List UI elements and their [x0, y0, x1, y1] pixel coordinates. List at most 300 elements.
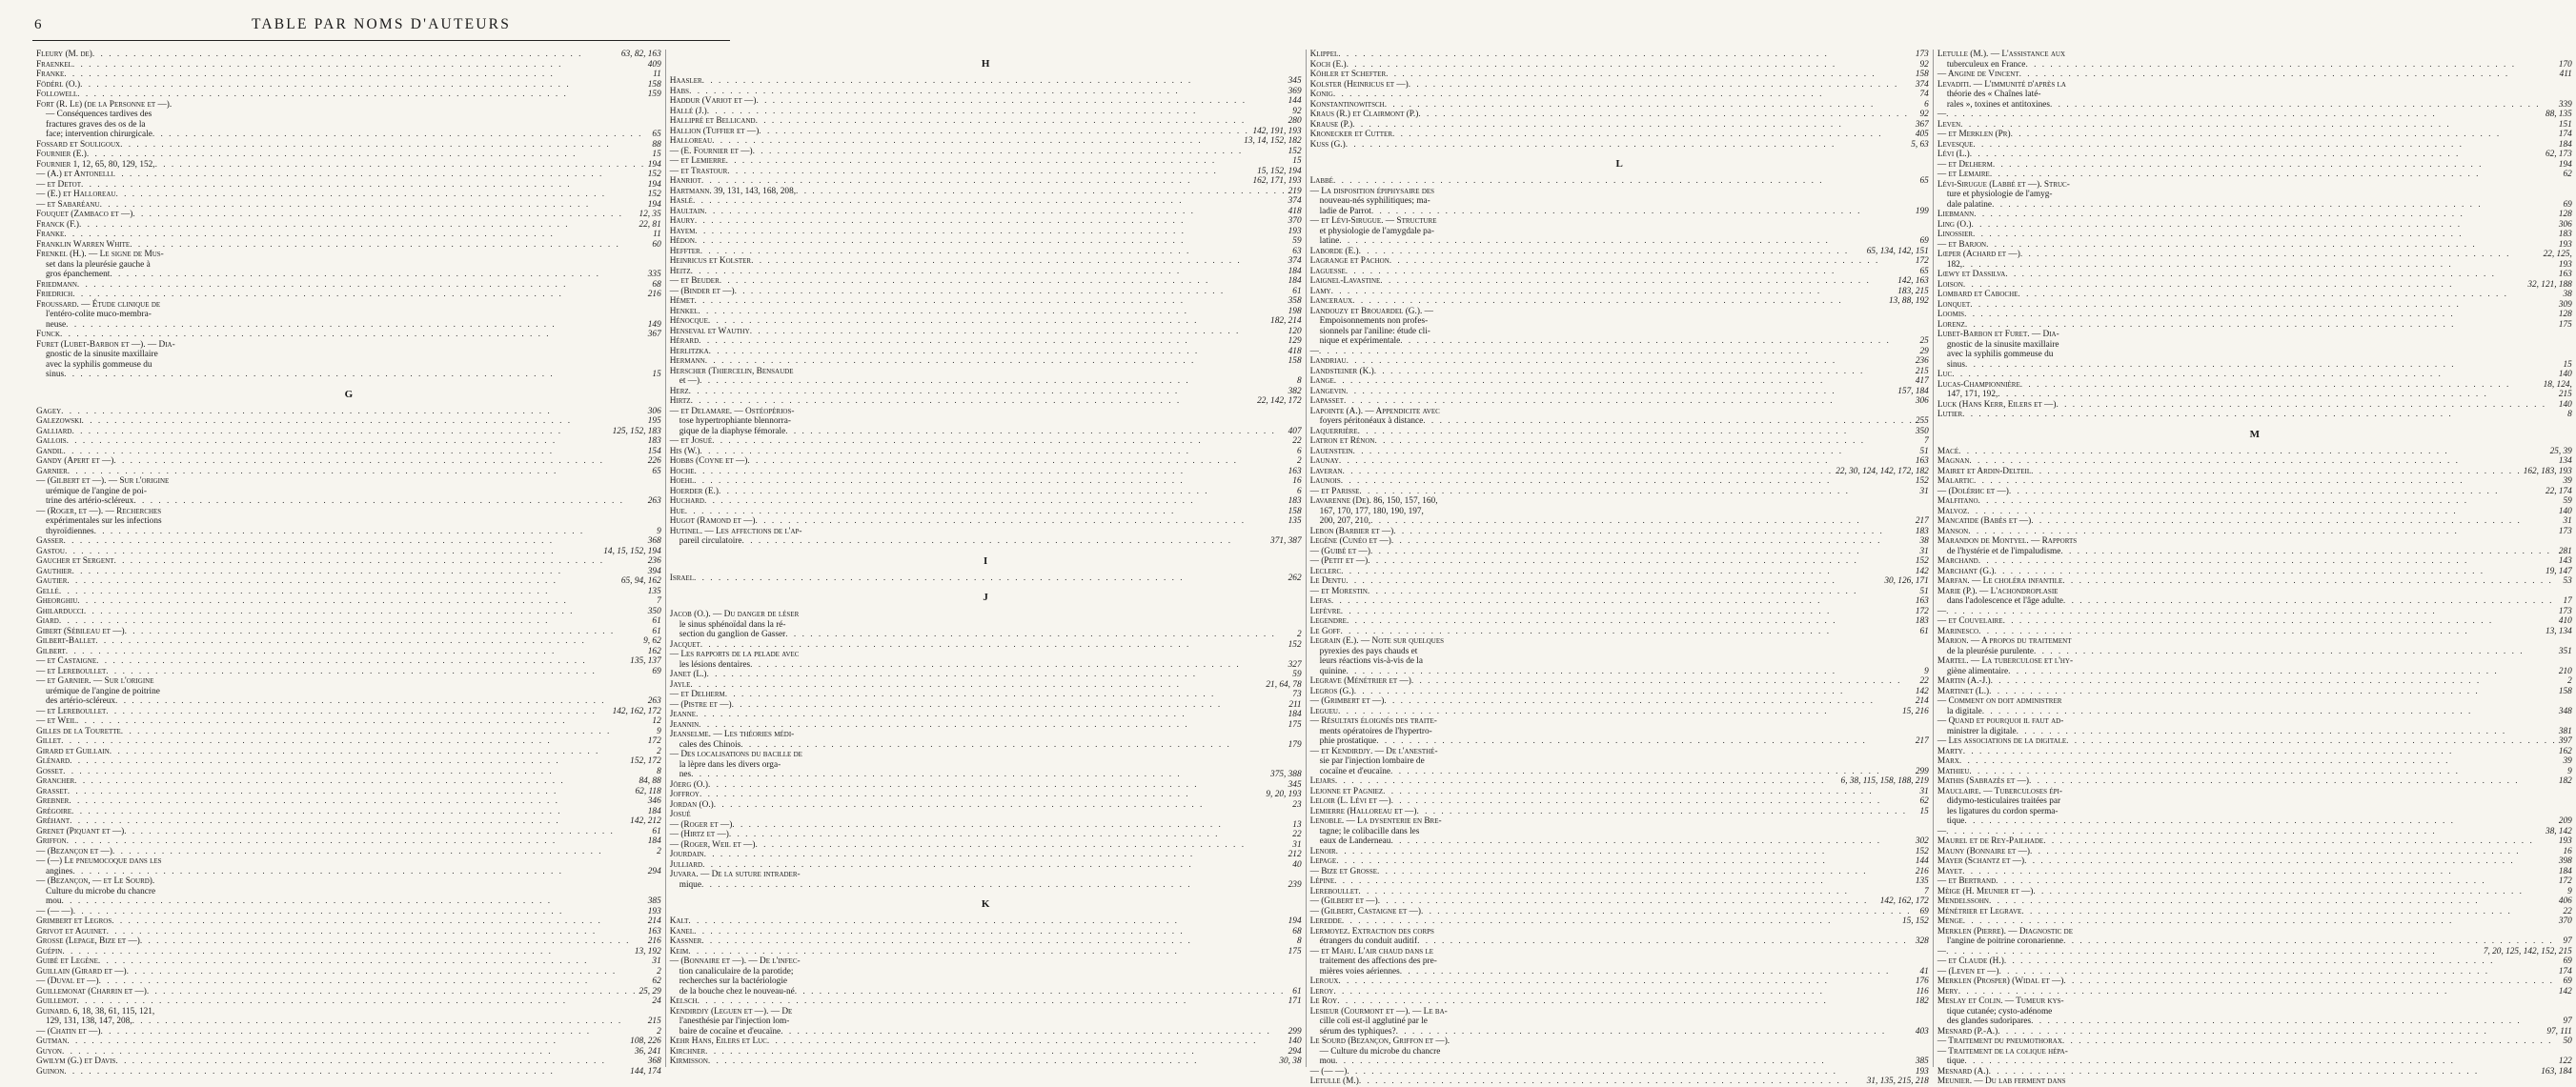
page-references: 193: [2558, 836, 2572, 846]
index-entry-continuation: [1310, 836, 1929, 847]
entry-text: mou: [1319, 1057, 1336, 1066]
entry-text: Guibé et Legène: [36, 956, 98, 966]
entry-text: Kirchner: [669, 1046, 706, 1057]
leader-dots: [1374, 367, 1914, 377]
index-entry: [670, 574, 1302, 584]
entry-text: Heffter: [669, 246, 700, 256]
leader-dots: [155, 160, 646, 171]
entry-text: — (Roger, Weil et —): [669, 839, 756, 850]
leader-dots: [1391, 796, 1918, 807]
page-references: 128: [2558, 310, 2572, 319]
page-references: 13, 88, 192: [1888, 296, 1929, 306]
index-entry: [1937, 487, 2572, 497]
leader-dots: [705, 356, 1287, 367]
index-entry: [1310, 1077, 1929, 1087]
page-references: 172: [2558, 876, 2572, 886]
index-entry: [36, 416, 661, 427]
page-references: 367: [647, 330, 661, 339]
page-references: 61: [652, 826, 661, 836]
index-entry: [1937, 1047, 2572, 1057]
index-entry: [36, 436, 661, 447]
page-references: 73: [1292, 690, 1302, 699]
leader-dots: [2063, 976, 2561, 987]
entry-text: Macé: [1937, 446, 1959, 456]
index-entry: [1937, 896, 2572, 907]
index-entry: [1937, 607, 2572, 617]
entry-text: Linossier: [1937, 230, 1974, 239]
index-entry: [1937, 967, 2572, 977]
entry-text: — et Trastour: [669, 166, 728, 176]
index-entry: [1937, 410, 2572, 420]
page-references: 97: [2563, 1017, 2572, 1026]
entry-text: Luck (Hans Kerr, Eilers et —): [1937, 399, 2057, 410]
leader-dots: [781, 1027, 1286, 1037]
entry-text: Landsteiner (K.): [1309, 366, 1374, 376]
index-entry: [36, 330, 661, 340]
entry-text: — Traitement de la colique hépa-: [1937, 1046, 2068, 1057]
leader-dots: [1967, 507, 2557, 517]
page-references: 7: [657, 596, 661, 606]
entry-text: Hutinel. — Les affections de l'ap-: [669, 526, 802, 536]
index-entry: [1310, 856, 1929, 867]
entry-text: — et Mahu. L'air chaud dans le: [1309, 946, 1434, 956]
leader-dots: [113, 456, 645, 467]
entry-text: Lœwy et Dassilva: [1937, 270, 2006, 279]
index-entry: [1937, 827, 2572, 837]
entry-text: Huchard: [669, 496, 704, 506]
index-entry: [1937, 676, 2572, 687]
index-entry-continuation: [1310, 827, 1929, 837]
entry-text: Garnier: [36, 466, 68, 476]
leader-dots: [708, 316, 1268, 327]
entry-text: — (Roger et —): [669, 819, 733, 830]
entry-text: Lonquet: [1937, 299, 1971, 310]
index-entry: [1310, 707, 1929, 717]
index-entry: [1310, 120, 1929, 131]
entry-text: — et Parisse: [1309, 486, 1360, 496]
entry-text: — et Delamare. — Ostéopérios-: [669, 406, 795, 416]
page-references: 92: [1919, 59, 1929, 70]
page-references: 39: [2563, 476, 2572, 486]
index-entry: [36, 70, 661, 80]
index-entry: [670, 870, 1302, 880]
page-references: 350: [1915, 426, 1929, 436]
entry-text: Malvoz: [1937, 506, 1968, 516]
entry-text: set dans la pleurésie gauche à: [46, 259, 151, 270]
index-entry-continuation: [670, 376, 1302, 387]
entry-text: — (Gilbert et —). — Sur l'origine: [36, 476, 170, 486]
page-references: 215: [1915, 366, 1929, 376]
entry-text: Hugot (Ramond et —): [669, 516, 756, 526]
entry-text: 167, 170, 177, 180, 190, 197,: [1319, 506, 1424, 516]
leader-dots: [1946, 607, 2557, 617]
page-references: 59: [2563, 496, 2572, 506]
index-entry: [36, 536, 661, 547]
entry-text: — (E.) et Halloreau: [36, 190, 116, 199]
index-entry-continuation: [1937, 807, 2572, 817]
page-references: 31: [1919, 486, 1929, 496]
index-entry: [1310, 50, 1929, 60]
index-entry: [670, 187, 1302, 197]
leader-dots: [1973, 230, 2557, 240]
leader-dots: [1963, 280, 2525, 291]
leader-dots: [719, 487, 1295, 497]
index-entry: [1937, 636, 2572, 647]
index-entry: [1310, 796, 1929, 807]
index-entry: [36, 856, 661, 867]
entry-text: — Des localisations du bacille de: [669, 750, 802, 759]
entry-text: — (— —): [1309, 1066, 1348, 1077]
index-entry: [670, 690, 1302, 700]
page-references: 280: [1288, 116, 1302, 126]
page-references: 30, 38: [1279, 1057, 1302, 1066]
page-references: 348: [2558, 706, 2572, 716]
index-entry: [1310, 587, 1929, 597]
entry-text: — Comment on doit administrer: [1937, 696, 2062, 706]
entry-text: Le Goff: [1309, 626, 1341, 636]
index-entry: [1310, 607, 1929, 617]
entry-text: Gilbert: [36, 646, 66, 656]
page-references: 179: [1288, 739, 1302, 750]
leader-dots: [71, 807, 646, 817]
entry-text: Langevin: [1309, 386, 1347, 396]
entry-text: Guillain (Girard et —): [36, 966, 127, 976]
leader-dots: [1964, 1057, 2556, 1067]
entry-text: Gwilym (G.) et Davis: [36, 1057, 116, 1066]
entry-text: Jayle: [669, 679, 691, 690]
page-references: 163: [1915, 596, 1929, 606]
entry-text: — et Morestin: [1309, 586, 1368, 596]
entry-text: Marinesco: [1937, 626, 1979, 636]
index-entry: [1310, 110, 1929, 120]
page-references: 31: [1919, 786, 1929, 796]
entry-text: — (Bonnaire et —). — De l'infec-: [669, 956, 801, 966]
entry-text: — et Delherm: [1937, 159, 1993, 170]
index-entry: [36, 587, 661, 597]
page-references: 9, 20, 193: [1266, 790, 1302, 799]
index-entry: [670, 820, 1302, 831]
leader-dots: [2009, 487, 2544, 497]
index-entry: [1310, 907, 1929, 917]
entry-text: Gosset: [36, 766, 64, 776]
entry-text: gique de la diaphyse fémorale: [679, 426, 786, 436]
entry-text: Grimbert et Legros: [36, 916, 112, 926]
leader-dots: [1340, 627, 1917, 637]
index-entry: [670, 916, 1302, 927]
leader-dots: [1352, 296, 1887, 307]
page-references: 394: [647, 566, 661, 576]
index-entry-continuation: [36, 1017, 661, 1027]
entry-text: Köhler et Schefter: [1309, 70, 1387, 79]
leader-dots: [1962, 260, 2557, 271]
leader-dots: [1973, 140, 2556, 151]
page-references: 374: [1915, 79, 1929, 90]
index-entry: [36, 936, 661, 947]
entry-text: — Angine de Vincent: [1937, 70, 2019, 79]
entry-text: Landriau: [1309, 356, 1347, 366]
entry-text: Gaucher et Sergent: [36, 556, 114, 566]
entry-text: — Résultats éloignés des traite-: [1309, 716, 1437, 726]
leader-dots: [76, 716, 650, 727]
page-references: 183, 215: [1897, 286, 1929, 296]
page-references: 370: [1288, 216, 1302, 226]
index-entry: [1937, 370, 2572, 380]
entry-text: — et Garnier. — Sur l'origine: [36, 676, 154, 686]
page-references: 23: [1292, 799, 1302, 810]
entry-text: — (Bezançon, — et Le Sourd).: [36, 876, 155, 886]
index-entry: [670, 247, 1302, 257]
page-references: 351: [2558, 646, 2572, 656]
leader-dots: [2004, 956, 2562, 967]
leader-dots: [68, 467, 651, 477]
page-references: 193: [647, 906, 661, 916]
index-entry: [36, 556, 661, 567]
entry-text: Mendelssohn: [1937, 896, 1989, 906]
entry-text: Lereboullet: [1309, 886, 1359, 896]
index-entry-continuation: [36, 867, 661, 877]
page-references: 88, 135: [2545, 110, 2572, 119]
entry-text: leurs réactions vis-à-vis de la: [1319, 656, 1424, 666]
entry-text: Launois: [1309, 476, 1341, 486]
leader-dots: [1992, 200, 2561, 211]
entry-text: Lépine: [1309, 876, 1335, 886]
page-references: 162: [647, 646, 661, 656]
leader-dots: [1339, 236, 1917, 247]
page-references: 11: [653, 230, 661, 239]
leader-dots: [720, 276, 1287, 287]
page-references: 236: [1915, 356, 1929, 366]
entry-text: — La disposition épiphysaire des: [1309, 186, 1435, 196]
leader-dots: [2019, 70, 2558, 80]
index-entry: [1310, 947, 1929, 957]
index-entry: [1310, 927, 1929, 937]
index-entry: [1310, 100, 1929, 111]
entry-text: Mèige (H. Meunier et —): [1937, 886, 2034, 896]
page-references: 370: [2558, 916, 2572, 926]
index-entry: [1310, 347, 1929, 357]
index-entry: [1937, 536, 2572, 547]
leader-dots: [707, 670, 1291, 680]
index-entry: [36, 567, 661, 577]
page-references: 62: [652, 976, 661, 986]
index-entry: [1310, 696, 1929, 707]
leader-dots: [695, 296, 1287, 307]
index-entry: [1310, 567, 1929, 577]
entry-text: Gibert (Sébileau et —): [36, 626, 125, 636]
entry-text: Födérl (O.): [36, 79, 81, 90]
leader-dots: [84, 607, 646, 617]
leader-dots: [705, 1047, 1286, 1057]
index-entry: [670, 780, 1302, 791]
entry-text: Marchand: [1937, 556, 1978, 566]
entry-text: Gilbert-Ballet: [36, 636, 96, 646]
leader-dots: [1334, 376, 1914, 387]
leader-dots: [1994, 567, 2543, 577]
page-references: 152, 172: [630, 756, 661, 766]
index-entry: [670, 467, 1302, 477]
entry-text: Jeanselme. — Les théories médi-: [669, 730, 795, 739]
leader-dots: [1335, 1057, 1914, 1067]
entry-text: — Les associations de la digitale: [1937, 736, 2067, 746]
index-entry: [36, 596, 661, 607]
leader-dots: [100, 200, 646, 211]
index-entry: [1310, 356, 1929, 367]
entry-text: Ménétrier et Legrave: [1937, 906, 2022, 916]
leader-dots: [106, 667, 650, 677]
page-references: 21, 64, 78: [1266, 679, 1302, 690]
entry-text: Marty: [1937, 746, 1963, 756]
index-entry: [1310, 176, 1929, 187]
page-references: 135: [647, 586, 661, 596]
index-entry: [1310, 496, 1929, 507]
entry-text: Kassner: [669, 936, 702, 946]
index-entry: [1937, 956, 2572, 967]
index-entry: [1937, 907, 2572, 917]
leader-dots: [1990, 170, 2562, 180]
leader-dots: [2043, 836, 2557, 847]
page-references: 51: [1919, 586, 1929, 596]
entry-text: Gheorghiu: [36, 596, 78, 606]
entry-text: Hénocque: [669, 316, 708, 326]
leader-dots: [1964, 310, 2557, 320]
entry-text: ministrer la digitale: [1946, 726, 2017, 736]
page-references: 183: [2558, 230, 2572, 239]
page-references: 39: [2563, 756, 2572, 766]
leader-dots: [64, 70, 651, 80]
index-entry: [1937, 916, 2572, 927]
index-entry: [36, 447, 661, 457]
leader-dots: [72, 60, 646, 70]
index-entry: [1310, 140, 1929, 151]
entry-text: Gilles de la Tourette: [36, 726, 121, 736]
index-entry: [36, 816, 661, 827]
index-entry-continuation: [36, 887, 661, 897]
leader-dots: [67, 1037, 628, 1047]
leader-dots: [1418, 110, 1917, 120]
index-entry-continuation: [1310, 936, 1929, 947]
index-entry: [1310, 636, 1929, 647]
page-references: 194: [647, 179, 661, 190]
index-entry: [36, 547, 661, 557]
index-entry-continuation: [670, 770, 1302, 780]
page-references: 17: [2563, 596, 2572, 606]
page-references: 157, 184: [1897, 386, 1929, 396]
index-entry: [1310, 130, 1929, 140]
page-references: 6: [1296, 486, 1302, 496]
index-entry-continuation: [1937, 260, 2572, 271]
entry-text: Jourdain: [669, 850, 704, 859]
leader-dots: [1346, 387, 1896, 397]
leader-dots: [702, 76, 1287, 87]
page-references: 9, 62: [643, 636, 661, 646]
page-references: 215: [2558, 390, 2572, 399]
leader-dots: [96, 656, 628, 667]
page-references: 15, 152: [1901, 916, 1929, 926]
leader-dots: [115, 1057, 645, 1067]
entry-text: l'anesthésie par l'injection lom-: [679, 1017, 790, 1026]
page-references: 36, 241: [634, 1046, 661, 1057]
leader-dots: [113, 556, 645, 567]
section-letter: G: [344, 388, 354, 400]
index-entry: [670, 720, 1302, 731]
index-entry-continuation: [36, 487, 661, 497]
index-entry-continuation: [36, 120, 661, 131]
entry-text: — (—) Le pneumocoque dans les: [36, 856, 162, 866]
leader-dots: [708, 1057, 1277, 1067]
index-entry: [1937, 110, 2572, 120]
leader-dots: [1358, 887, 1922, 897]
entry-text: de la pleurésie purulente: [1946, 646, 2034, 656]
entry-text: gros épanchement: [46, 270, 111, 279]
leader-dots: [1370, 516, 1914, 527]
index-entry: [1310, 387, 1929, 397]
leader-dots: [712, 436, 1290, 447]
index-entry: [670, 447, 1302, 457]
leader-dots: [147, 987, 638, 997]
index-entry: [670, 127, 1302, 137]
page-references: 158: [1288, 506, 1302, 516]
index-entry: [670, 640, 1302, 651]
page-references: 25, 29: [639, 986, 661, 996]
page-references: 2: [1296, 630, 1302, 639]
index-entry: [36, 1067, 661, 1077]
entry-text: Guyon: [36, 1046, 62, 1057]
entry-text: 200, 207, 210,: [1319, 516, 1371, 526]
entry-text: Mayer (Schantz et —): [1937, 856, 2025, 866]
index-entry-continuation: [670, 1027, 1302, 1037]
page-references: 108, 226: [630, 1037, 661, 1046]
index-entry: [36, 607, 661, 617]
page-references: 135: [1915, 876, 1929, 886]
entry-text: Franke: [36, 230, 65, 239]
leader-dots: [1411, 676, 1918, 687]
entry-text: cocaïne et d'eucaïne: [1319, 766, 1391, 776]
page-references: 367: [1915, 119, 1929, 130]
leader-dots: [751, 256, 1287, 267]
leader-dots: [71, 427, 610, 437]
entry-text: Lefas: [1309, 596, 1331, 606]
index-entry: [1310, 996, 1929, 1007]
index-entry-continuation: [36, 260, 661, 271]
index-entry-continuation: [670, 630, 1302, 640]
index-entry: [36, 716, 661, 727]
page-references: 22, 174: [2545, 486, 2572, 496]
page-references: 13, 14, 152, 182: [1244, 136, 1302, 146]
entry-text: Kehr Hans, Eilers et Luc: [669, 1037, 767, 1046]
leader-dots: [1393, 527, 1914, 537]
entry-text: — et Bertrand: [1937, 876, 1997, 886]
page-references: 369: [1288, 86, 1302, 96]
entry-text: — (Gilbert, Castaigne et —): [1309, 906, 1421, 916]
page-references: 40: [1292, 859, 1302, 870]
page-references: 152: [1915, 556, 1929, 566]
index-column-3: [1306, 50, 1933, 1086]
index-entry: [670, 176, 1302, 187]
leader-dots: [726, 156, 1291, 167]
entry-text: Girard et Guillain: [36, 746, 110, 756]
entry-text: sinus: [46, 370, 65, 379]
entry-text: Leloir (L. Lévi et —): [1309, 796, 1391, 806]
entry-text: Gréhant: [36, 816, 71, 826]
index-entry: [1310, 867, 1929, 877]
entry-text: ladie de Parrot: [1319, 206, 1371, 216]
entry-text: Griffon: [36, 836, 67, 846]
index-entry-continuation: [670, 1017, 1302, 1027]
index-entry: [36, 636, 661, 647]
index-entry: [36, 827, 661, 837]
index-entry: [36, 230, 661, 240]
page-references: 15, 152, 194: [1257, 166, 1302, 176]
